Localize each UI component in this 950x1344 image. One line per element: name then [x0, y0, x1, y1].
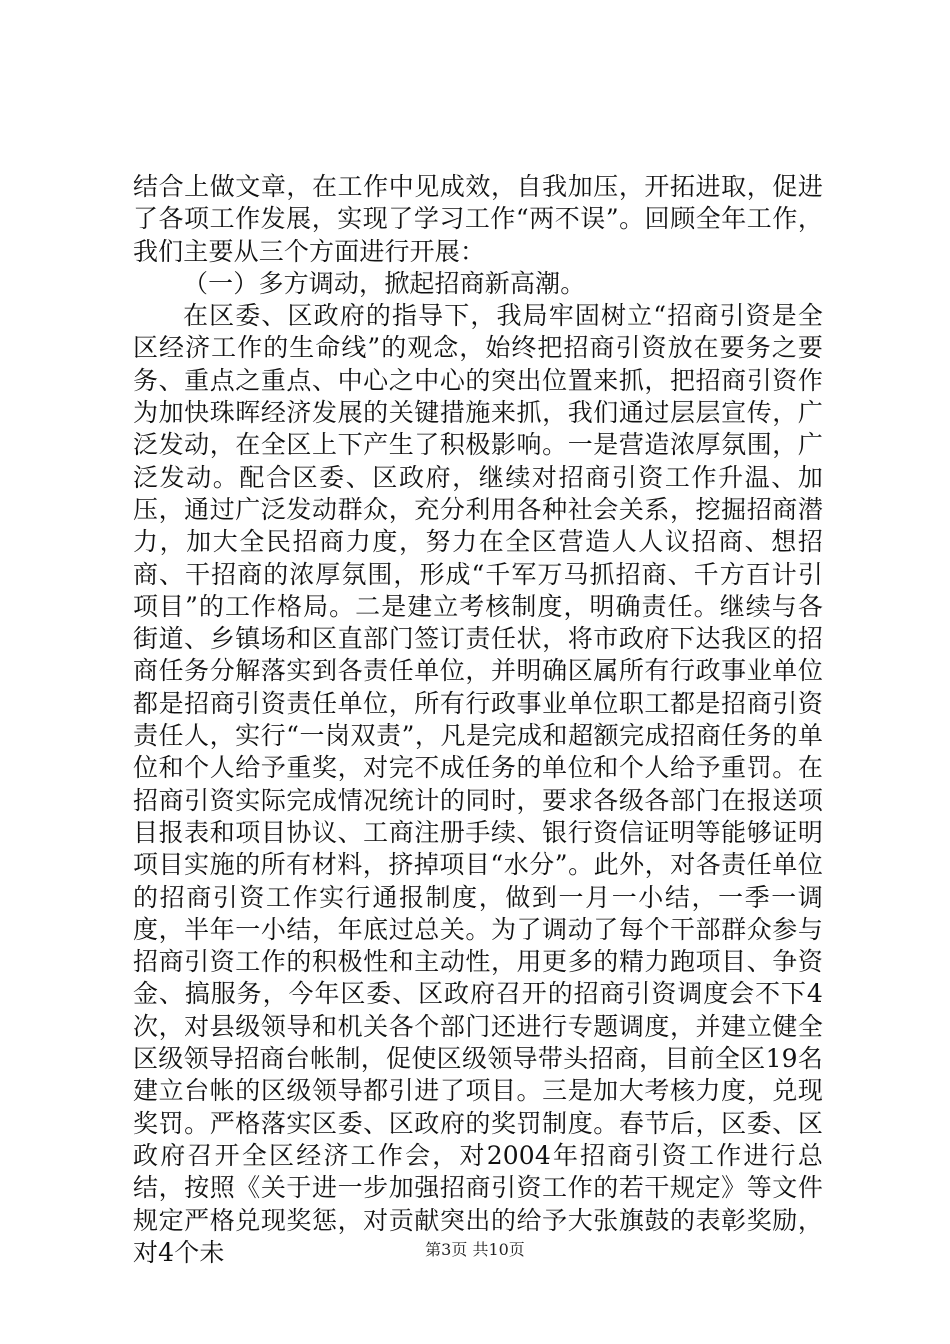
section-heading: （一）多方调动，掀起招商新高潮。	[183, 268, 586, 298]
paragraph-continuation: 结合上做文章，在工作中见成效，自我加压，开拓进取，促进了各项工作发展，实现了学习工作“两不误”。回顾全年工作，我们主要从三个方面进行开展：	[133, 172, 823, 266]
page-footer	[0, 1240, 950, 1260]
document-body	[133, 171, 823, 1269]
page-number-label: 第3页 共10页	[425, 1240, 525, 1259]
paragraph-body: 在区委、区政府的指导下，我局牢固树立“招商引资是全区经济工作的生命线”的观念，始终把招商引资放在要务之要务、重点之重点、中心之中心的突出位置来抓，把招商引资作为加快珠晖经济发展的关键措施来抓，我们通过层层宣传，广泛发动，在全区上下产生了积极影响。一是营造浓厚氛围，广泛发动。配合区委、区政府，继续对招商引资工作升温、加压，通过广泛发动群众，充分利用各种社会关系，挖掘招商潜力，加大全民招商力度，努力在全区营造人人议招商、想招商、干招商的浓厚氛围，形成“千军万马抓招商、千方百计引项目”的工作格局。二是建立考核制度，明确责任。继续与各街道、乡镇场和区直部门签订责任状，将市政府下达我区的招商任务分解落实到各责任单位，并明确区属所有行政事业单位都是招商引资责任单位，所有行政事业单位职工都是招商引资责任人，实行“一岗双责”，凡是完成和超额完成招商任务的单位和个人给予重奖，对完不成任务的单位和个人给予重罚。在招商引资实际完成情况统计的同时，要求各级各部门在报送项目报表和项目协议、工商注册手续、银行资信证明等能够证明项目实施的所有材料，挤掉项目“水分”。此外，对各责任单位的招商引资工作实行通报制度，做到一月一小结，一季一调度，半年一小结，年底过总关。为了调动了每个干部群众参与招商引资工作的积极性和主动性，用更多的精力跑项目、争资金、搞服务，今年区委、区政府召开的招商引资调度会不下4次，对县级领导和机关各个部门还进行专题调度，并建立健全区级领导招商台帐制，促使区级领导带头招商，目前全区19名建立台帐的区级领导都引进了项目。三是加大考核力度，兑现奖罚。严格落实区委、区政府的奖罚制度。春节后，区委、区政府召开全区经济工作会，对2004年招商引资工作进行总结，按照《关于进一步加强招商引资工作的若干规定》等文件规定严格兑现奖惩，对贡献突出的给予大张旗鼓的表彰奖励，对4个未	[133, 301, 823, 1267]
